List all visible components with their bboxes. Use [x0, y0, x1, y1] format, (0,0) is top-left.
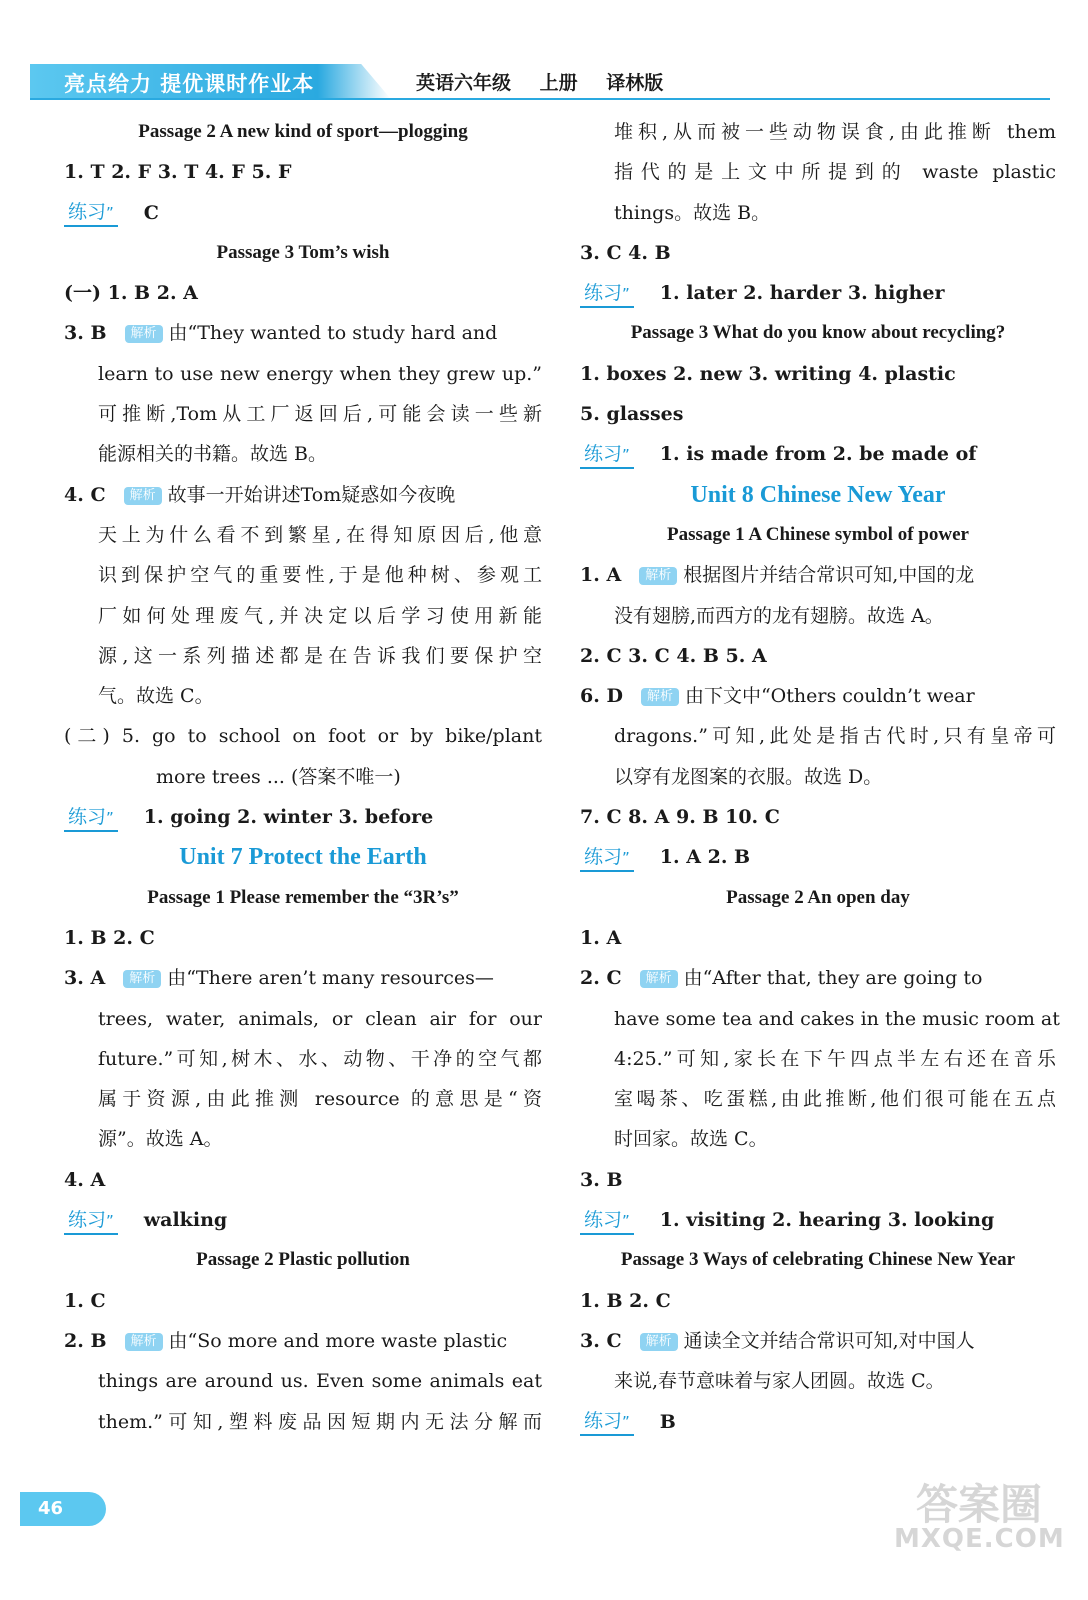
analysis-text: 由“After that, they are going to [683, 967, 983, 990]
analysis-badge: 解析 [640, 970, 678, 988]
practice-answer: B [659, 1410, 676, 1433]
quote-icon: ” [106, 204, 114, 223]
answer-line: 1. boxes 2. new 3. writing 4. plastic [580, 362, 956, 385]
watermark-logo [894, 1480, 1064, 1580]
question-answer: 3. C [580, 1329, 622, 1352]
practice-answer: 1. later 2. harder 3. higher [659, 282, 945, 305]
practice-answer: 1. is made from 2. be made of [659, 443, 977, 466]
passage-heading: Passage 2 Plastic pollution [196, 1249, 410, 1271]
practice-line [580, 837, 1056, 877]
explanation-line: 源”。故选 A。 [98, 1128, 223, 1151]
practice-answer: 1. A 2. B [659, 846, 751, 869]
practice-badge: 练习” [580, 442, 634, 469]
practice-badge: 练习” [64, 805, 118, 832]
answer-line: 1. A [580, 926, 622, 949]
explanation-line: 能源相关的书籍。故选 B。 [98, 443, 328, 466]
quote-icon: ” [106, 1211, 114, 1230]
question-answer: 4. C [64, 483, 106, 506]
explanation-line: have some tea and cakes in the music room at [614, 1007, 1060, 1030]
answer-line: 5. glasses [580, 403, 684, 426]
answer-with-analysis [580, 958, 1056, 998]
answer-line: (二) 5. go to school on foot or by bike/plant [64, 725, 542, 748]
answer-with-analysis [64, 1321, 542, 1361]
analysis-text: 由“There aren’t many resources— [167, 967, 494, 990]
volume-label: 上册 [539, 72, 578, 94]
answer-line: 4. A [64, 1168, 106, 1191]
answer-line: 1. T 2. F 3. T 4. F 5. F [64, 161, 292, 184]
explanation-line: 天上为什么看不到繁星,在得知原因后,他意 [98, 523, 542, 546]
passage-heading: Passage 2 An open day [726, 886, 910, 908]
explanation-line: 室喝茶、吃蛋糕,由此推断,他们很可能在五点 [614, 1088, 1056, 1111]
book-title: 亮点给力 提优课时作业本 [64, 72, 315, 96]
quote-icon: ” [622, 445, 630, 464]
analysis-badge: 解析 [639, 567, 677, 585]
watermark-text: 答案圈 [915, 1480, 1042, 1529]
explanation-line: dragons.”可知,此处是指古代时,只有皇帝可 [614, 725, 1056, 748]
header-rule [30, 98, 1050, 100]
question-answer: 3. A [64, 967, 106, 990]
explanation-line: 气。故选 C。 [98, 685, 214, 708]
practice-line [580, 273, 1056, 313]
answer-line: 3. B [580, 1168, 623, 1191]
edition-label: 译林版 [606, 72, 664, 94]
passage-heading: Passage 3 What do you know about recycling? [630, 322, 1006, 344]
explanation-line: 源,这一系列描述都是在告诉我们要保护空 [98, 644, 542, 667]
question-answer: 6. D [580, 685, 623, 708]
quote-icon: ” [622, 284, 630, 303]
explanation-line: 时回家。故选 C。 [614, 1128, 768, 1151]
quote-icon: ” [622, 848, 630, 867]
answer-with-analysis [64, 958, 542, 998]
practice-badge: 练习” [580, 1208, 634, 1235]
explanation-line: 4:25.”可知,家长在下午四点半左右还在音乐 [614, 1047, 1056, 1070]
practice-badge: 练习” [580, 1409, 634, 1436]
practice-answer: C [143, 201, 159, 224]
answer-line: (一) 1. B 2. A [64, 282, 198, 305]
answer-with-analysis [580, 1321, 1056, 1361]
answer-line: 1. B 2. C [580, 1289, 671, 1312]
explanation-line: 厂如何处理废气,并决定以后学习使用新能 [98, 604, 542, 627]
explanation-line: things。故选 B。 [614, 201, 771, 224]
explanation-line: 没有翅膀,而西方的龙有翅膀。故选 A。 [614, 604, 944, 627]
practice-answer: 1. going 2. winter 3. before [143, 806, 434, 829]
question-answer: 2. B [64, 1329, 107, 1352]
passage-heading: Passage 2 A new kind of sport—plogging [138, 121, 468, 142]
practice-line [64, 797, 542, 837]
explanation-line: future.”可知,树木、水、动物、干净的空气都 [98, 1047, 542, 1070]
passage-heading: Passage 3 Tom’s wish [216, 241, 390, 263]
analysis-badge: 解析 [641, 688, 679, 706]
practice-line [580, 1402, 1056, 1442]
analysis-badge: 解析 [123, 970, 161, 988]
question-answer: 2. C [580, 967, 622, 990]
practice-badge: 练习” [64, 200, 118, 227]
explanation-line: 识到保护空气的重要性,于是他种树、参观工 [98, 564, 542, 587]
explanation-line: 指代的是上文中所提到的 waste plastic [614, 161, 1056, 184]
quote-icon: ” [622, 1211, 630, 1230]
explanation-line: 可推断,Tom从工厂返回后,可能会读一些新 [98, 403, 542, 426]
quote-icon: ” [106, 808, 114, 827]
practice-line [580, 1200, 1056, 1240]
page-number: 46 [20, 1492, 106, 1526]
subject-label: 英语六年级 [416, 72, 512, 94]
practice-badge: 练习” [64, 1208, 118, 1235]
right-column [580, 112, 1060, 1442]
answer-with-analysis [580, 676, 1056, 716]
explanation-line: learn to use new energy when they grew up.” [98, 362, 542, 385]
explanation-line: 堆积,从而被一些动物误食,由此推断 them [614, 121, 1056, 143]
analysis-text: 通读全文并结合常识可知,对中国人 [683, 1329, 975, 1352]
answer-with-analysis [64, 313, 542, 353]
answer-line: 1. B 2. C [64, 926, 155, 949]
answer-with-analysis [580, 555, 1056, 595]
answer-line: 3. C 4. B [580, 241, 671, 264]
practice-badge: 练习” [580, 845, 634, 872]
unit-heading: Unit 7 Protect the Earth [179, 844, 427, 871]
explanation-line: trees, water, animals, or clean air for our [98, 1007, 542, 1030]
analysis-text: 由“So more and more waste plastic [168, 1329, 508, 1352]
explanation-line: 属于资源,由此推测 resource 的意思是“资 [98, 1088, 542, 1111]
analysis-badge: 解析 [640, 1333, 678, 1351]
analysis-text: 根据图片并结合常识可知,中国的龙 [683, 564, 975, 587]
practice-badge: 练习” [580, 281, 634, 308]
watermark-url: MXQE.COM [894, 1524, 1065, 1554]
book-info [416, 68, 685, 95]
unit-heading: Unit 8 Chinese New Year [690, 481, 946, 508]
explanation-line: 以穿有龙图案的衣服。故选 D。 [614, 765, 883, 788]
answer-line: more trees ... (答案不唯一) [156, 765, 401, 788]
question-answer: 1. A [580, 564, 622, 587]
answer-line: 7. C 8. A 9. B 10. C [580, 806, 780, 829]
answer-line: 1. C [64, 1289, 106, 1312]
analysis-badge: 解析 [125, 325, 163, 343]
passage-heading: Passage 3 Ways of celebrating Chinese New Year [620, 1249, 1016, 1271]
practice-line [580, 434, 1056, 474]
analysis-text: 故事一开始讲述Tom疑惑如今夜晚 [167, 483, 456, 506]
left-column [64, 112, 542, 1442]
quote-icon: ” [622, 1413, 630, 1431]
practice-line [64, 1200, 542, 1240]
analysis-badge: 解析 [125, 1333, 163, 1351]
practice-line [64, 193, 542, 233]
practice-answer: walking [143, 1209, 228, 1232]
question-answer: 3. B [64, 322, 107, 345]
explanation-line: things are around us. Even some animals eat [98, 1370, 542, 1393]
explanation-line: 来说,春节意味着与家人团圆。故选 C。 [614, 1370, 945, 1393]
answer-line: 2. C 3. C 4. B 5. A [580, 644, 767, 667]
passage-heading: Passage 1 Please remember the “3R’s” [147, 886, 459, 908]
analysis-text: 由下文中“Others couldn’t wear [684, 685, 975, 708]
analysis-text: 由“They wanted to study hard and [168, 322, 498, 345]
explanation-line: them.”可知,塑料废品因短期内无法分解而 [98, 1410, 542, 1433]
analysis-badge: 解析 [124, 487, 162, 505]
practice-answer: 1. visiting 2. hearing 3. looking [659, 1209, 995, 1232]
passage-heading: Passage 1 A Chinese symbol of power [667, 523, 969, 545]
answer-with-analysis [64, 475, 542, 515]
